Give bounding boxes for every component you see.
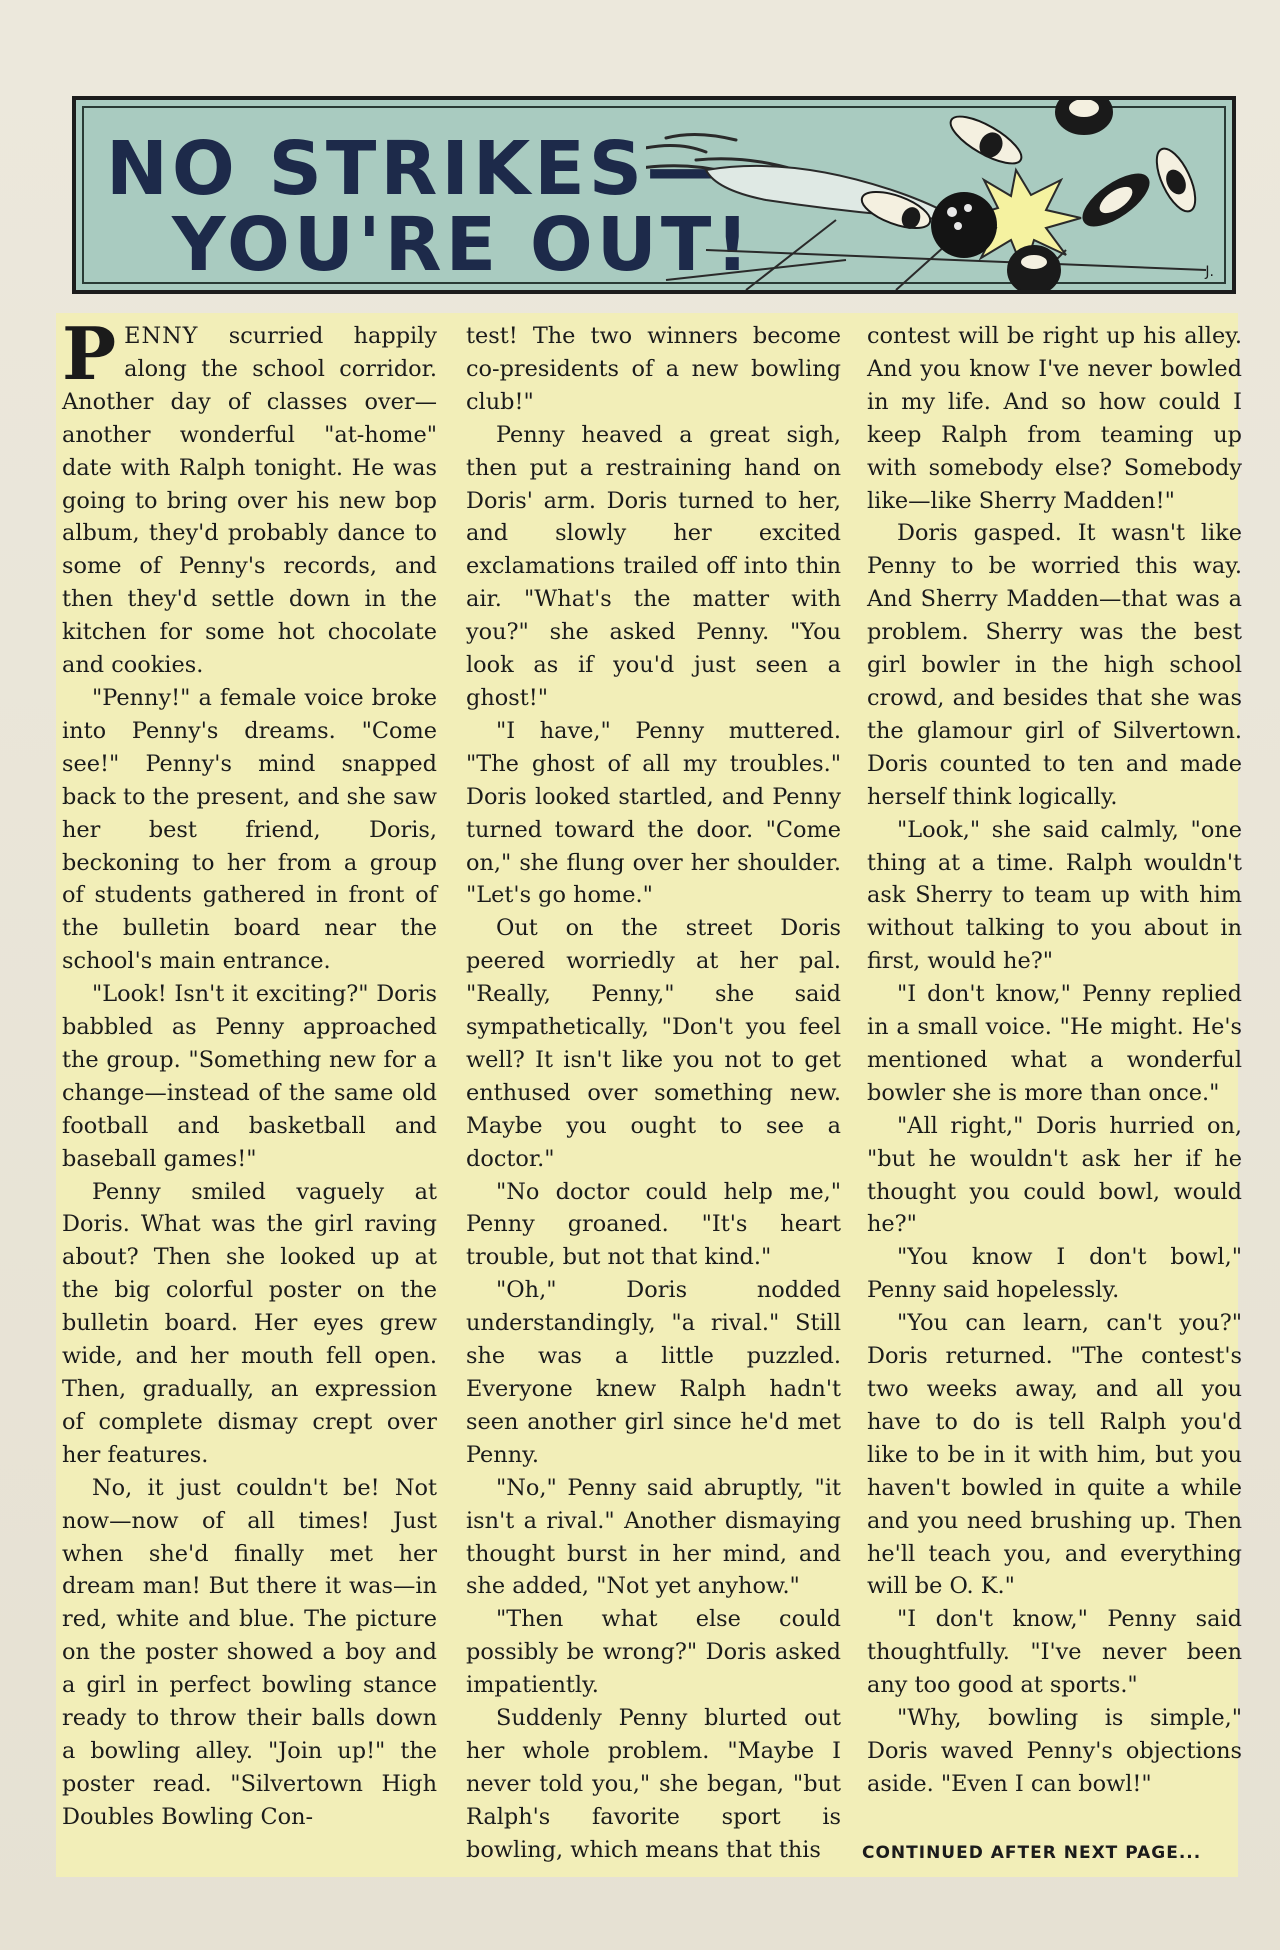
drop-cap: P xyxy=(62,311,117,396)
paragraph: Penny smiled vaguely at Doris. What was the girl raving about? Then she looked up at the big colorful poster on the bulletin board. Her eyes grew wide, and her mouth fell open. Then, gradually, an expression of complete dismay crept over her features. xyxy=(62,1178,437,1468)
paragraph: "I don't know," Penny replied in a small voice. "He might. He's mentioned what a wonderful bowler she is more than once." xyxy=(867,981,1242,1106)
paragraph: "All right," Doris hurried on, "but he wouldn't ask her if he thought you could bowl, would he?" xyxy=(867,1112,1242,1238)
paragraph: "I don't know," Penny said thoughtfully. "I've never been any too good at sports." xyxy=(867,1606,1242,1699)
paragraph: Out on the street Doris peered worriedly at her pal. "Really, Penny," she said sympathetically, "Don't you feel well? It isn't like you not to get enthused over something new. Maybe you ought to see a doctor." xyxy=(466,915,841,1172)
paragraph: "No doctor could help me," Penny groaned. "It's heart trouble, but not that kind." xyxy=(466,1178,841,1271)
paragraph: "Why, bowling is simple," Doris waved Penny's objections aside. "Even I can bowl!" xyxy=(867,1705,1242,1797)
lead-caps: ENNY xyxy=(124,323,199,349)
story-column-2 xyxy=(466,320,841,1867)
story-column-1 xyxy=(62,311,437,1834)
paragraph: "Penny!" a female voice broke into Penny's dreams. "Come see!" Penny's mind snapped back to the present, and she saw her best friend, Doris, beckoning to her from a group of students gathered in front of the bulletin board near the school's main entrance. xyxy=(62,684,437,975)
paragraph: "Oh," Doris nodded understandingly, "a rival." Still she was a little puzzled. Everyone knew Ralph hadn't seen another girl since he'd met Penny. xyxy=(466,1277,841,1468)
paragraph xyxy=(62,311,437,682)
paragraph: "You know I don't bowl," Penny said hopelessly. xyxy=(867,1244,1242,1304)
paragraph: No, it just couldn't be! Not now—now of all times! Just when she'd finally met her dream man! But there it was—in red, white and blue. The picture on the poster showed a boy and a girl in perfect bowling stance ready to throw their balls down a bowling alley. "Join up!" the poster read. "Silvertown High Doubles Bowling Con- xyxy=(62,1474,437,1830)
paragraph: "Look! Isn't it exciting?" Doris babbled as Penny approached the group. "Something new for a change—instead of the same old football and basketball and baseball games!" xyxy=(62,981,437,1172)
title-line-2: YOU'RE OUT! xyxy=(172,202,754,288)
title-line-1: NO STRIKES— xyxy=(106,126,725,212)
paragraph: "I have," Penny muttered. "The ghost of all my troubles." Doris looked startled, and Penny turned toward the door. "Come on," she flung over her shoulder. "Let's go home." xyxy=(466,717,841,909)
title-banner xyxy=(72,96,1236,294)
paragraph: contest will be right up his alley. And you know I've never bowled in my life. And so how could I keep Ralph from teaming up with somebody else? Somebody like—like Sherry Madden!" xyxy=(867,323,1242,514)
continued-notice: CONTINUED AFTER NEXT PAGE... xyxy=(862,1843,1202,1863)
paragraph: "Then what else could possibly be wrong?" Doris asked impatiently. xyxy=(466,1606,841,1699)
bowling-illustration xyxy=(646,100,1236,290)
paragraph: Suddenly Penny blurted out her whole problem. "Maybe I never told you," she began, "but Ralph's favorite sport is bowling, which means that this xyxy=(466,1705,841,1863)
paragraph: test! The two winners become co-presidents of a new bowling club!" xyxy=(466,323,841,415)
bowling-ball-shape xyxy=(931,192,997,258)
story-column-3 xyxy=(867,320,1242,1801)
paragraph: "You can learn, can't you?" Doris returned. "The contest's two weeks away, and all you have to do is tell Ralph you'd like to be in it with him, but you haven't bowled in quite a while and you need brushing up. Then he'll teach you, and everything will be O. K." xyxy=(867,1310,1242,1600)
paragraph: "No," Penny said abruptly, "it isn't a rival." Another dismaying thought burst in her mind, and she added, "Not yet anyhow." xyxy=(466,1474,841,1600)
paragraph: Penny heaved a great sigh, then put a restraining hand on Doris' arm. Doris turned to her, and slowly her excited exclamations trailed off into thin air. "What's the matter with you?" she asked Penny. "You look as if you'd just seen a ghost!" xyxy=(466,421,841,711)
artist-signature: J. xyxy=(1205,264,1214,280)
paragraph: Doris gasped. It wasn't like Penny to be worried this way. And Sherry Madden—that was a problem. Sherry was the best girl bowler in the high school crowd, and besides that she was the glamour girl of Silvertown. Doris counted to ten and made herself think logically. xyxy=(867,520,1242,810)
paragraph-text: scurried happily along the school corridor. Another day of classes over—another wonderful "at-home" date with Ralph tonight. He was going to bring over his new bop album, they'd probably dance to some of Penny's records, and then they'd settle down in the kitchen for some hot chocolate and cookies. xyxy=(62,323,437,679)
paragraph: "Look," she said calmly, "one thing at a time. Ralph wouldn't ask Sherry to team up with him without talking to you about in first, would he?" xyxy=(867,816,1242,975)
